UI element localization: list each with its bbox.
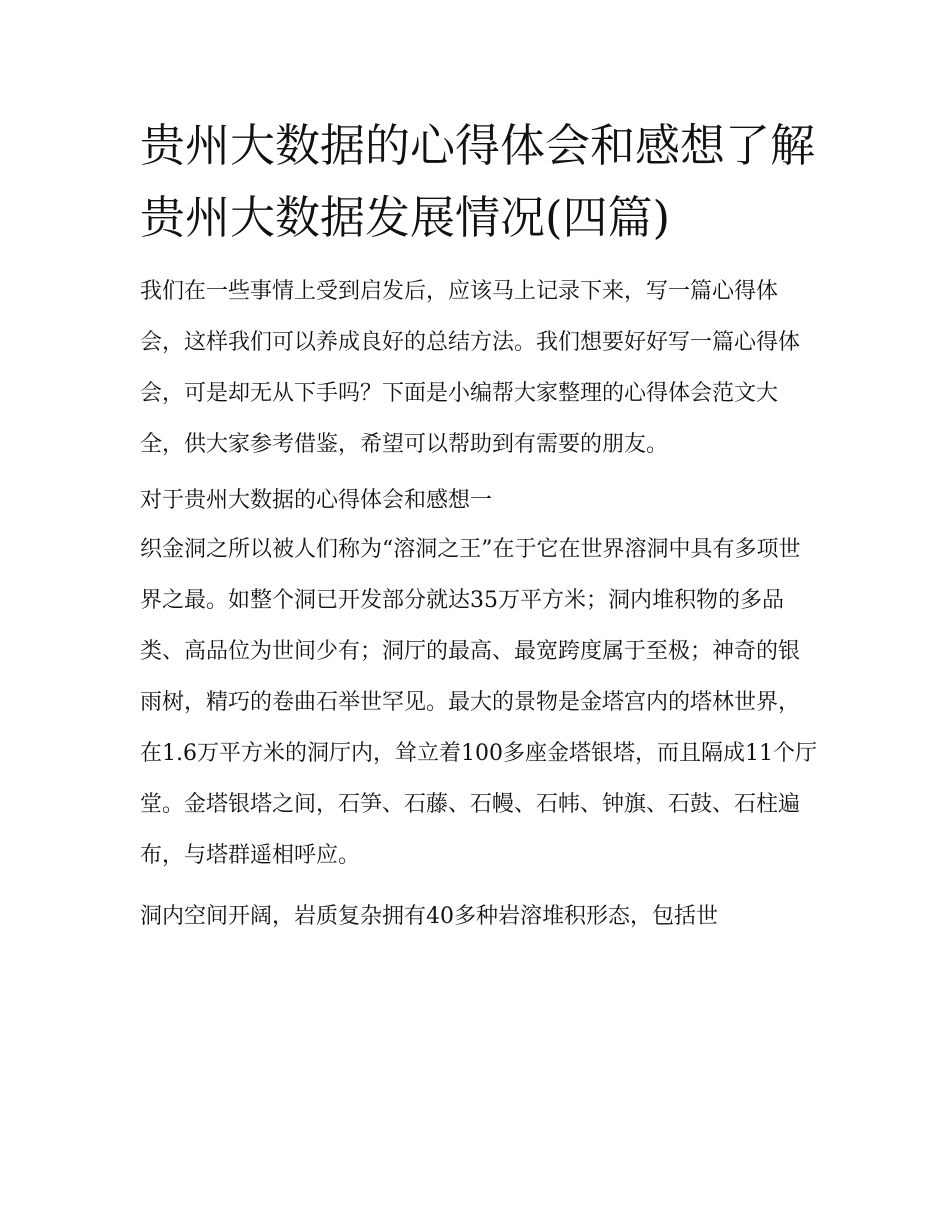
body-paragraph: 洞内空间开阔，岩质复杂拥有40多种岩溶堆积形态，包括世 <box>140 904 718 929</box>
document-title: 贵州大数据的心得体会和感想了解贵州大数据发展情况(四篇) <box>140 119 816 244</box>
body-paragraph: 织金洞之所以被人们称为“溶洞之王”在于它在世界溶洞中具有多项世界之最。如整个洞已开发部分就达35万平方米；洞内堆积物的多品类、高品位为世间少有；洞厅的最高、最宽跨度属于至极；神奇的银雨树，精巧的卷曲石举世罕见。最大的景物是金塔宫内的塔林世界，在1.6万平方米的洞厅内，耸立着100多座金塔银塔，而且隔成11个厅堂。金塔银塔之间，石笋、石藤、石幔、石帏、钟旗、石鼓、石柱遍布，与塔群遥相呼应。 <box>140 537 817 868</box>
section-heading: 对于贵州大数据的心得体会和感想一 <box>140 488 493 513</box>
intro-paragraph: 我们在一些事情上受到启发后，应该马上记录下来，写一篇心得体会，这样我们可以养成良好的总结方法。我们想要好好写一篇心得体会，可是却无从下手吗？下面是小编帮大家整理的心得体会范文大全，供大家参考借鉴，希望可以帮助到有需要的朋友。 <box>140 279 801 457</box>
document-body <box>140 110 818 952</box>
